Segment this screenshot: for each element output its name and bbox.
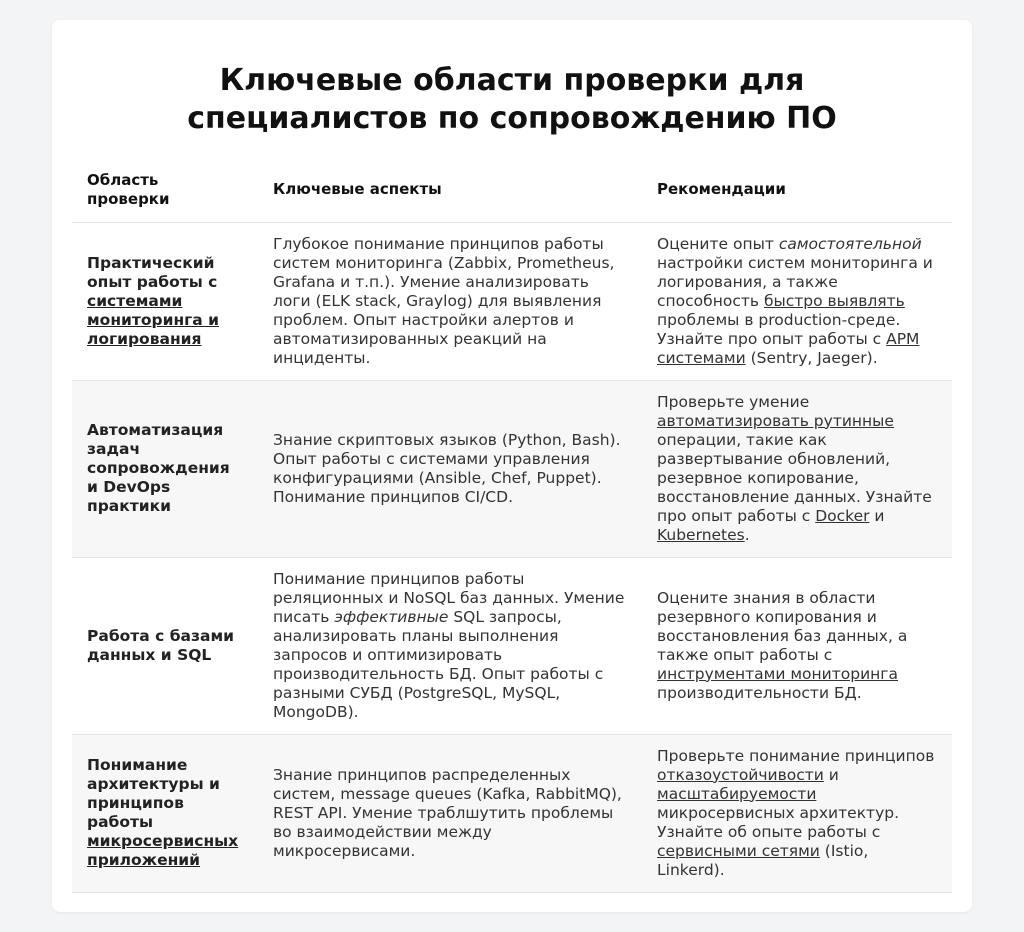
aspects-cell: Понимание принципов работы реляционных и NoSQL баз данных. Умение писать эффективные SQL запросы, анализировать планы выполнения запросов и оптимизировать производительность БД. Опыт работы с разными СУБД (PostgreSQL, MySQL, MongoDB). bbox=[258, 557, 642, 734]
header-aspects: Ключевые аспекты bbox=[258, 160, 642, 222]
highlight-term: системами мониторинга и логирования bbox=[87, 291, 219, 348]
area-cell: Автоматизация задач сопровождения и DevOps практики bbox=[72, 380, 258, 557]
page-title bbox=[52, 62, 972, 138]
table-header-row bbox=[72, 160, 952, 222]
content-card bbox=[52, 20, 972, 912]
title-line-2: специалистов по сопровождению ПО bbox=[187, 101, 837, 136]
recommendations-cell: Проверьте понимание принципов отказоустойчивости и масштабируемости микросервисных архитектур. Узнайте об опыте работы с сервисными сетями (Istio, Linkerd). bbox=[642, 734, 952, 892]
review-areas-table bbox=[72, 160, 952, 893]
highlight-term: Kubernetes bbox=[657, 525, 745, 544]
highlight-term: автоматизировать рутинные bbox=[657, 411, 894, 430]
table-row bbox=[72, 734, 952, 892]
emphasis-term: самостоятельной bbox=[778, 234, 922, 253]
area-cell: Понимание архитектуры и принципов работы микросервисных приложений bbox=[72, 734, 258, 892]
area-cell: Работа с базами данных и SQL bbox=[72, 557, 258, 734]
table-row bbox=[72, 380, 952, 557]
table-row bbox=[72, 557, 952, 734]
aspects-cell: Знание скриптовых языков (Python, Bash). Опыт работы с системами управления конфигурациями (Ansible, Chef, Puppet). Понимание принципов CI/CD. bbox=[258, 380, 642, 557]
highlight-term: быстро выявлять bbox=[763, 291, 905, 310]
aspects-cell: Глубокое понимание принципов работы систем мониторинга (Zabbix, Prometheus, Grafana и т.п.). Умение анализировать логи (ELK stack, Graylog) для выявления проблем. Опыт настройки алертов и автоматизированных реакций на инциденты. bbox=[258, 222, 642, 380]
table-row bbox=[72, 222, 952, 380]
highlight-term: Docker bbox=[815, 506, 870, 525]
recommendations-cell: Оцените опыт самостоятельной настройки систем мониторинга и логирования, а также способность быстро выявлять проблемы в production-среде. Узнайте про опыт работы с APM системами (Sentry, Jaeger). bbox=[642, 222, 952, 380]
emphasis-term: эффективные bbox=[334, 607, 449, 626]
highlight-term: микросервисных приложений bbox=[87, 832, 239, 869]
header-recommendations: Рекомендации bbox=[642, 160, 952, 222]
title-line-1: Ключевые области проверки для bbox=[219, 63, 805, 98]
aspects-cell: Знание принципов распределенных систем, message queues (Kafka, RabbitMQ), REST API. Умение траблшутить проблемы во взаимодействии между микросервисами. bbox=[258, 734, 642, 892]
highlight-term: инструментами мониторинга bbox=[657, 664, 898, 683]
area-cell: Практический опыт работы с системами мониторинга и логирования bbox=[72, 222, 258, 380]
recommendations-cell: Оцените знания в области резервного копирования и восстановления баз данных, а также опыт работы с инструментами мониторинга производительности БД. bbox=[642, 557, 952, 734]
highlight-term: отказоустойчивости bbox=[657, 765, 824, 784]
header-area: Область проверки bbox=[72, 160, 258, 222]
recommendations-cell: Проверьте умение автоматизировать рутинные операции, такие как развертывание обновлений, резервное копирование, восстановление данных. Узнайте про опыт работы с Docker и Kubernetes. bbox=[642, 380, 952, 557]
highlight-term: сервисными сетями bbox=[657, 841, 820, 860]
highlight-term: масштабируемости bbox=[657, 784, 817, 803]
highlight-term: APM системами bbox=[657, 329, 920, 367]
